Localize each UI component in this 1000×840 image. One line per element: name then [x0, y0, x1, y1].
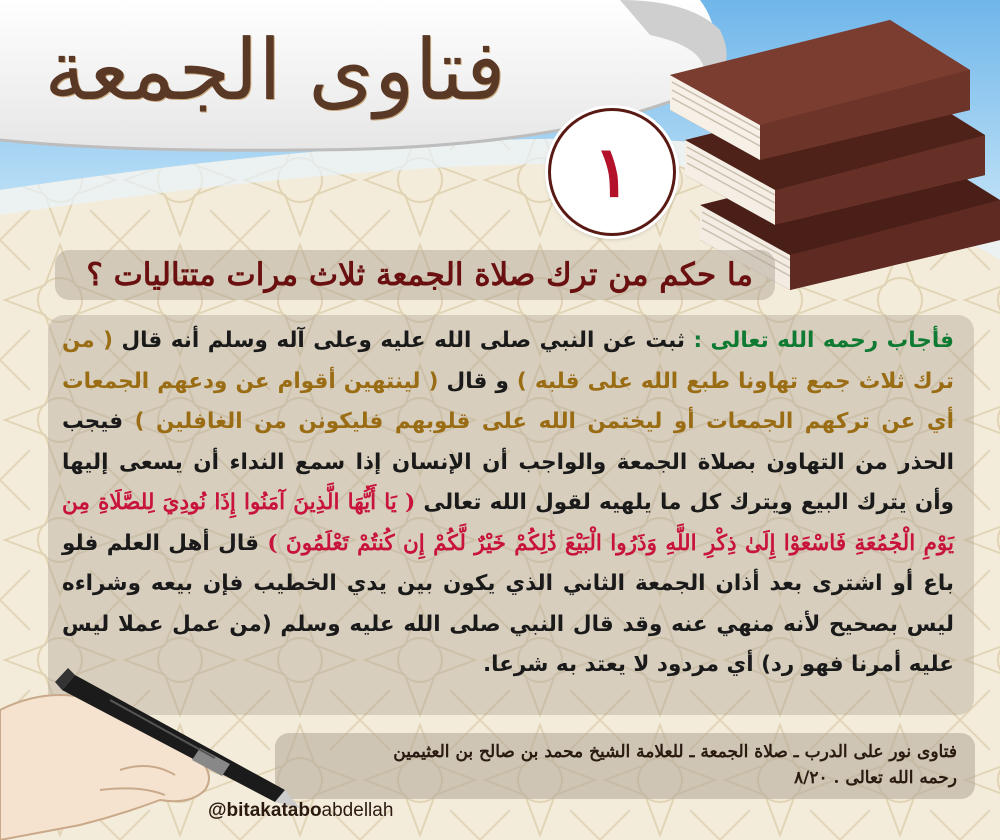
- answer-intro: فأجاب رحمه الله تعالى :: [693, 328, 954, 353]
- quran-verse: ( يَا أَيُّهَا الَّذِينَ آمَنُوا إِذَا نُودِيَ لِلصَّلَاةِ مِن يَوْمِ الْجُمُعَةِ فَاسْعَوْا إِلَىٰ ذِكْرِ اللَّهِ وَذَرُوا الْبَيْعَ ذَٰلِكُمْ خَيْرٌ لَّكُمْ إِن كُنتُمْ تَعْلَمُونَ ): [62, 490, 954, 556]
- question-text: ما حكم من ترك صلاة الجمعة ثلاث مرات متتاليات ؟: [86, 257, 753, 293]
- answer-part-1: ثبت عن النبي صلى الله عليه وعلى آله وسلم أنه قال: [112, 328, 694, 353]
- answer-part-3: فيجب الحذر من التهاون بصلاة الجمعة والواجب أن الإنسان إذا سمع النداء أن يسعى إليها وأن يترك البيع ويترك كل ما يلهيه لقول الله تعالى: [62, 409, 954, 515]
- question-box: [55, 250, 775, 300]
- author-handle: @bitakataboabdellah: [208, 800, 394, 821]
- answer-part-4: قال أهل العلم فلو باع أو اشترى بعد أذان الجمعة الثاني الذي يكون بين يدي الخطيب فإن بيعه وشراءه ليس بصحيح لأنه منهي عنه وقد قال النبي صلى الله عليه وسلم (من عمل عملا ليس عليه أمرنا فهو رد) أي مردود لا يعتد به شرعا.: [62, 530, 954, 677]
- hadith-quote-1: ( من ترك ثلاث جمع تهاونا طبع الله على قلبه ): [62, 328, 954, 394]
- source-line-2: رحمه الله تعالى . ٨/٢٠: [794, 768, 957, 788]
- hadith-quote-2: ( لينتهين أقوام عن ودعهم الجمعات أي عن تركهم الجمعات أو ليختمن الله على قلوبهم فليكونن من الغافلين ): [62, 368, 954, 434]
- source-citation: [275, 733, 975, 799]
- answer-paragraph: [62, 321, 954, 686]
- number-badge: [548, 108, 676, 236]
- source-line-1: فتاوى نور على الدرب ـ صلاة الجمعة ـ للعلامة الشيخ محمد بن صالح بن العثيمين: [393, 742, 957, 762]
- page-title: فتاوى الجمعة: [44, 21, 506, 119]
- answer-part-2: و قال: [438, 368, 517, 394]
- number-label: ١: [593, 130, 631, 213]
